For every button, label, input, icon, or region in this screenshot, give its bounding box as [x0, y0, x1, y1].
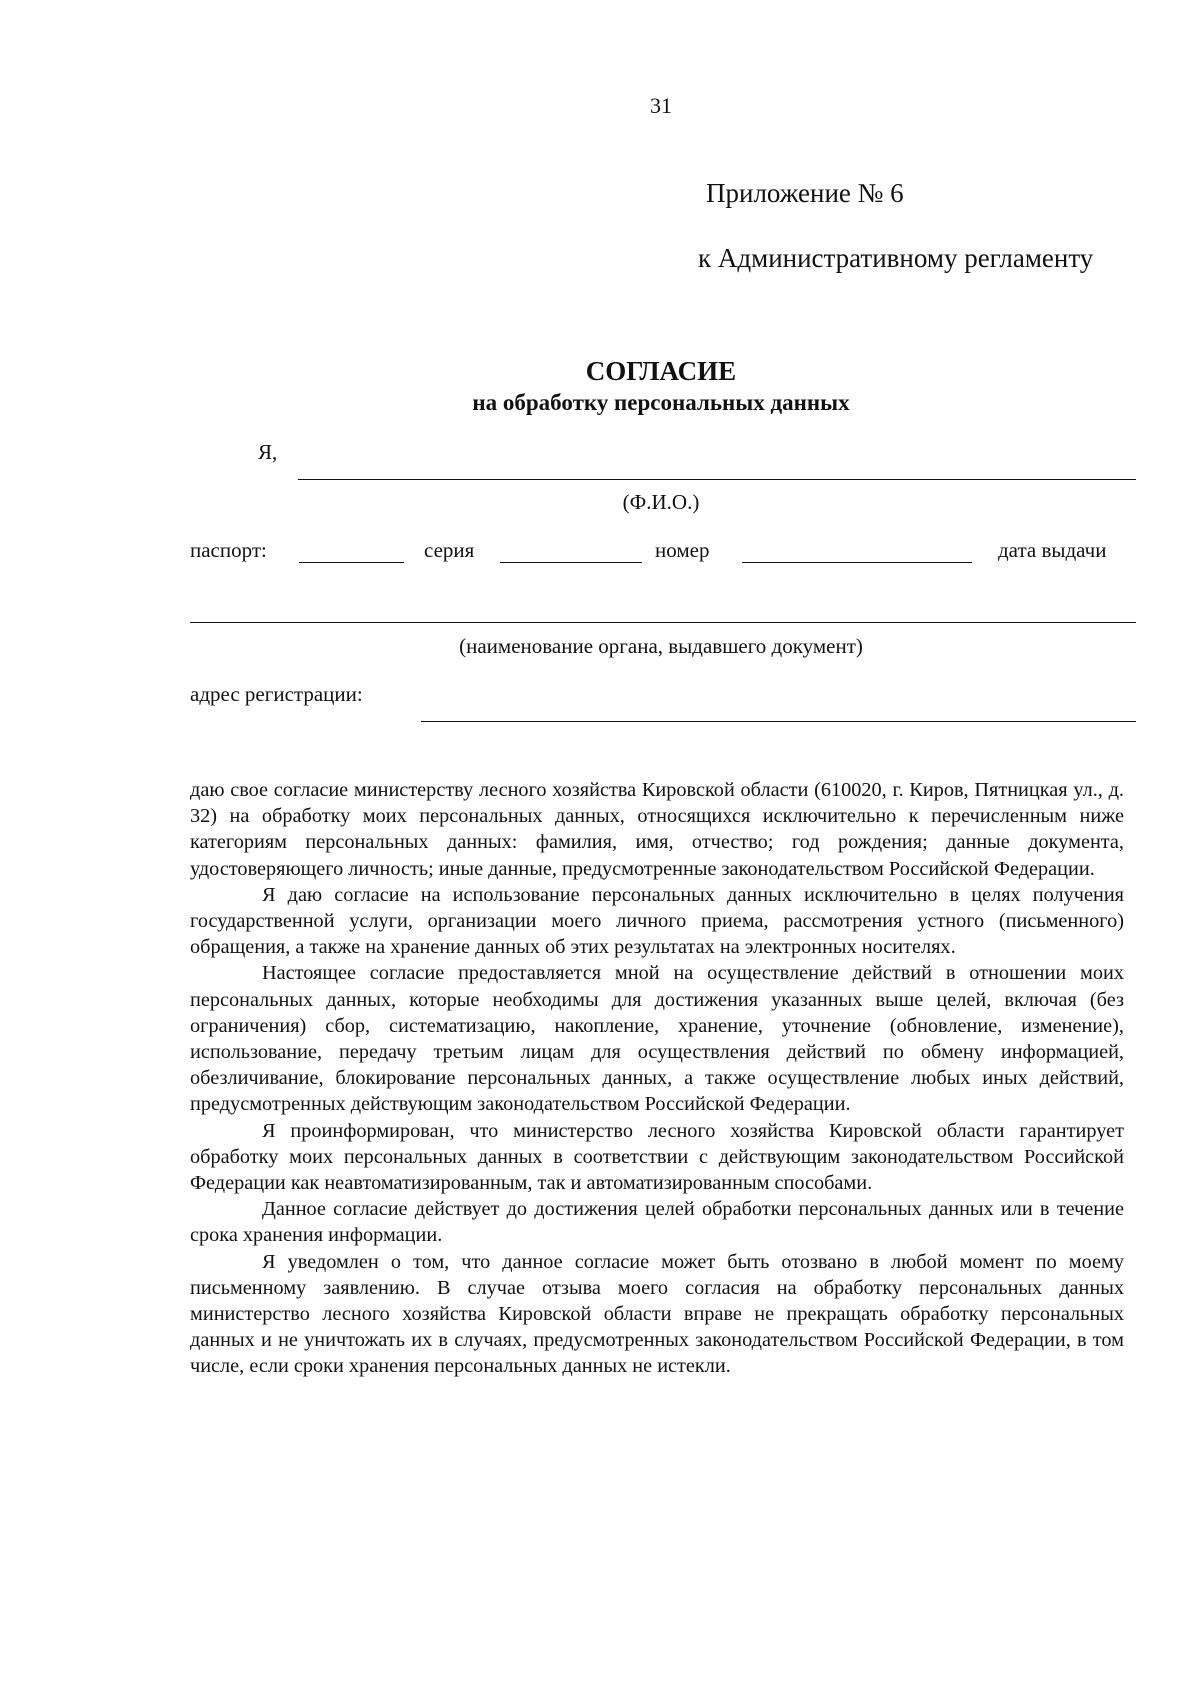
consent-paragraph-1: даю свое согласие министерству лесного хозяйства Кировской области (610020, г. Киров, Пятницкая ул., д. 32) на обработку моих персональных данных, относящихся исключительно к перечисленным ниже категориям персональных данных: фамилия, имя, отчество; год рождения; данные документа, удостоверяющего личность; иные данные, предусмотренные законодательством Российской Федерации. [190, 779, 1124, 880]
document-subtitle: на обработку персональных данных [472, 390, 850, 415]
appendix-reference: к Административному регламенту [698, 243, 1094, 273]
consent-paragraph-4: Я проинформирован, что министерство лесного хозяйства Кировской области гарантирует обработку моих персональных данных в соответствии с действующим законодательством Российской Федерации как неавтоматизированным, так и автоматизированным способами. [190, 1119, 1124, 1195]
address-label: адрес регистрации: [190, 682, 363, 706]
series-label: серия [424, 538, 475, 562]
passport-label: паспорт: [190, 538, 267, 562]
fio-caption: (Ф.И.О.) [622, 490, 700, 514]
address-input-line[interactable] [421, 721, 1136, 722]
consent-body [190, 777, 1124, 1380]
issue-date-label: дата выдачи [998, 538, 1107, 562]
issuing-authority-input-line[interactable] [190, 622, 1136, 623]
appendix-number: Приложение № 6 [706, 178, 904, 208]
page-number: 31 [650, 93, 672, 118]
passport-input-line[interactable] [299, 562, 404, 563]
series-input-line[interactable] [500, 562, 642, 563]
number-label: номер [655, 538, 710, 562]
consent-paragraph-5: Данное согласие действует до достижения целей обработки персональных данных или в течение срока хранения информации. [190, 1198, 1124, 1247]
consent-paragraph-3: Настоящее согласие предоставляется мной на осуществление действий в отношении моих персональных данных, которые необходимы для достижения указанных выше целей, включая (без ограничения) сбор, систематизацию, накопление, хранение, уточнение (обновление, изменение), использование, передачу третьим лицам для осуществления действий по обмену информацией, обезличивание, блокирование персональных данных, а также осуществление любых иных действий, предусмотренных действующим законодательством Российской Федерации. [190, 962, 1124, 1116]
document-title: СОГЛАСИЕ [585, 356, 737, 386]
fio-input-line[interactable] [298, 479, 1136, 480]
number-input-line[interactable] [742, 562, 972, 563]
consent-paragraph-2: Я даю согласие на использование персональных данных исключительно в целях получения государственной услуги, организации моего личного приема, рассмотрения устного (письменного) обращения, а также на хранение данных об этих результатах на электронных носителях. [190, 883, 1124, 959]
issuing-authority-caption: (наименование органа, выдавшего документ) [459, 634, 863, 658]
consent-paragraph-6: Я уведомлен о том, что данное согласие может быть отозвано в любой момент по моему письменному заявлению. В случае отзыва моего согласия на обработку персональных данных министерство лесного хозяйства Кировской области вправе не прекращать обработку персональных данных и не уничтожать их в случаях, предусмотренных законодательством Российской Федерации, в том числе, если сроки хранения персональных данных не истекли. [190, 1250, 1124, 1378]
ya-label: Я, [258, 440, 278, 464]
